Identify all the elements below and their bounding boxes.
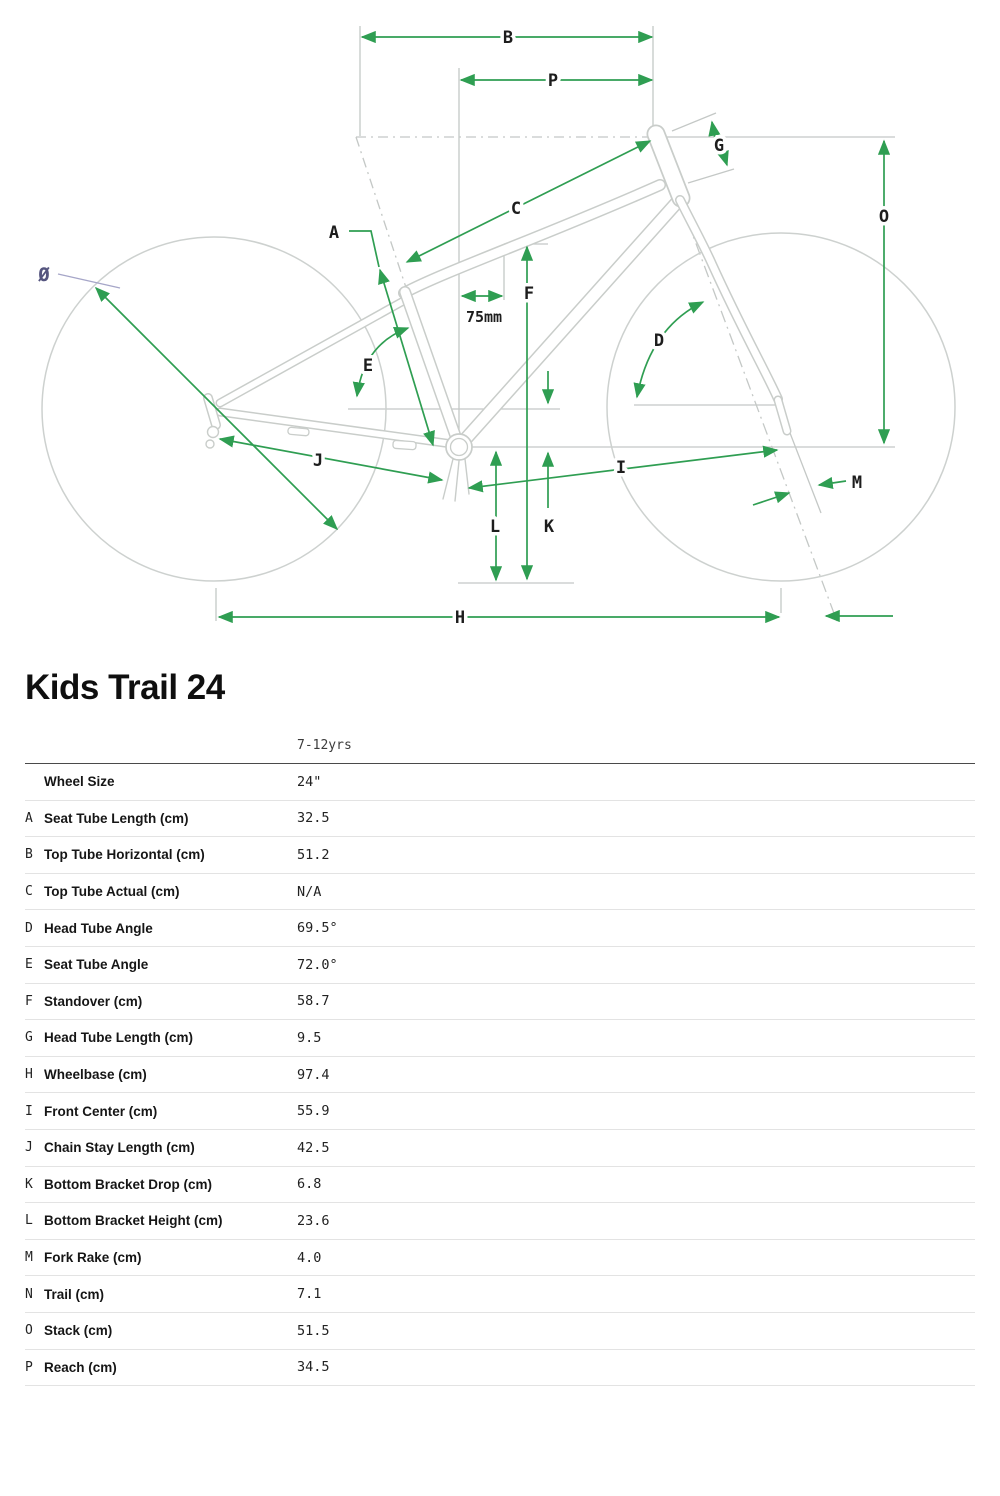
row-label: Bottom Bracket Height (cm) xyxy=(44,1213,223,1229)
row-label: Wheelbase (cm) xyxy=(44,1067,147,1083)
row-value: 58.7 xyxy=(297,993,330,1010)
row-letter: H xyxy=(25,1067,33,1083)
row-letter: M xyxy=(25,1250,33,1266)
dim-D-arc xyxy=(637,302,703,397)
row-value: 32.5 xyxy=(297,810,330,827)
row-label: Head Tube Angle xyxy=(44,920,153,936)
label-d: D xyxy=(653,331,665,351)
label-i: I xyxy=(615,458,627,478)
table-body xyxy=(25,764,975,1386)
row-label: Chain Stay Length (cm) xyxy=(44,1140,195,1156)
table-row xyxy=(25,1167,975,1204)
row-value: 69.5° xyxy=(297,920,338,937)
table-row xyxy=(25,910,975,947)
row-letter: L xyxy=(25,1213,33,1229)
bike-geometry-diagram xyxy=(0,0,1000,648)
row-value: 51.5 xyxy=(297,1322,330,1339)
row-label: Head Tube Length (cm) xyxy=(44,1030,194,1046)
dim-A-leader xyxy=(349,231,379,267)
label-wheel-diameter: Ø xyxy=(38,264,50,286)
row-value: 4.0 xyxy=(297,1249,322,1266)
label-f: F xyxy=(523,284,535,304)
row-label: Standover (cm) xyxy=(44,993,143,1009)
table-row xyxy=(25,1093,975,1130)
row-label: Wheel Size xyxy=(44,774,115,790)
table-row xyxy=(25,801,975,838)
row-letter: A xyxy=(25,810,33,826)
label-b: B xyxy=(502,28,514,48)
row-letter: J xyxy=(25,1140,33,1156)
size-column-header: 7-12yrs xyxy=(297,738,352,753)
label-l: L xyxy=(489,517,501,537)
row-letter: O xyxy=(25,1323,33,1339)
row-value: 72.0° xyxy=(297,956,338,973)
label-h: H xyxy=(454,608,466,628)
label-a: A xyxy=(328,223,340,243)
row-value: 34.5 xyxy=(297,1359,330,1376)
table-row xyxy=(25,1276,975,1313)
row-value: 7.1 xyxy=(297,1286,322,1303)
row-letter: D xyxy=(25,920,33,936)
table-row xyxy=(25,837,975,874)
label-k: K xyxy=(543,517,555,537)
row-letter: N xyxy=(25,1286,33,1302)
row-value: 23.6 xyxy=(297,1212,330,1229)
row-label: Bottom Bracket Drop (cm) xyxy=(44,1176,213,1192)
row-label: Seat Tube Length (cm) xyxy=(44,810,189,826)
label-c: C xyxy=(510,199,522,219)
construction-lines xyxy=(216,26,895,624)
geometry-table xyxy=(25,738,975,1386)
page-title: Kids Trail 24 xyxy=(25,668,225,707)
row-letter: K xyxy=(25,1176,33,1192)
row-label: Stack (cm) xyxy=(44,1323,113,1339)
diameter-leader xyxy=(58,274,120,288)
row-letter: F xyxy=(25,993,33,1009)
label-e: E xyxy=(362,356,374,376)
table-row xyxy=(25,1313,975,1350)
row-label: Top Tube Horizontal (cm) xyxy=(44,847,205,863)
row-value: 24" xyxy=(297,773,322,790)
dimension-labels xyxy=(37,28,889,628)
label-o: O xyxy=(878,207,890,227)
row-label: Top Tube Actual (cm) xyxy=(44,884,180,900)
row-label: Trail (cm) xyxy=(44,1286,105,1302)
dim-wheel-diameter xyxy=(96,288,337,529)
table-row xyxy=(25,764,975,801)
label-j: J xyxy=(312,451,324,471)
row-value: 9.5 xyxy=(297,1029,322,1046)
table-row xyxy=(25,1057,975,1094)
row-value: 55.9 xyxy=(297,1103,330,1120)
table-header-row xyxy=(25,738,975,764)
geometry-svg xyxy=(0,0,1000,648)
row-label: Reach (cm) xyxy=(44,1359,117,1375)
label-p: P xyxy=(547,71,559,91)
row-label: Seat Tube Angle xyxy=(44,957,149,973)
row-value: 42.5 xyxy=(297,1139,330,1156)
table-row xyxy=(25,1203,975,1240)
row-value: N/A xyxy=(297,883,322,900)
label-m: M xyxy=(851,473,863,493)
row-label: Fork Rake (cm) xyxy=(44,1250,142,1266)
row-letter: I xyxy=(25,1103,33,1119)
label-g: G xyxy=(713,136,725,156)
table-row xyxy=(25,1130,975,1167)
row-value: 6.8 xyxy=(297,1176,322,1193)
table-row xyxy=(25,1020,975,1057)
table-row xyxy=(25,874,975,911)
row-letter: G xyxy=(25,1030,33,1046)
row-letter: E xyxy=(25,957,33,973)
row-letter: B xyxy=(25,847,33,863)
dim-M-left xyxy=(753,493,789,505)
row-letter: C xyxy=(25,884,33,900)
table-row xyxy=(25,1240,975,1277)
row-value: 51.2 xyxy=(297,846,330,863)
row-letter: P xyxy=(25,1359,33,1375)
table-row xyxy=(25,947,975,984)
row-label: Front Center (cm) xyxy=(44,1103,158,1119)
table-row xyxy=(25,1350,975,1387)
table-row xyxy=(25,984,975,1021)
row-value: 97.4 xyxy=(297,1066,330,1083)
label-75mm: 75mm xyxy=(465,308,503,326)
dim-M-right xyxy=(819,481,846,485)
